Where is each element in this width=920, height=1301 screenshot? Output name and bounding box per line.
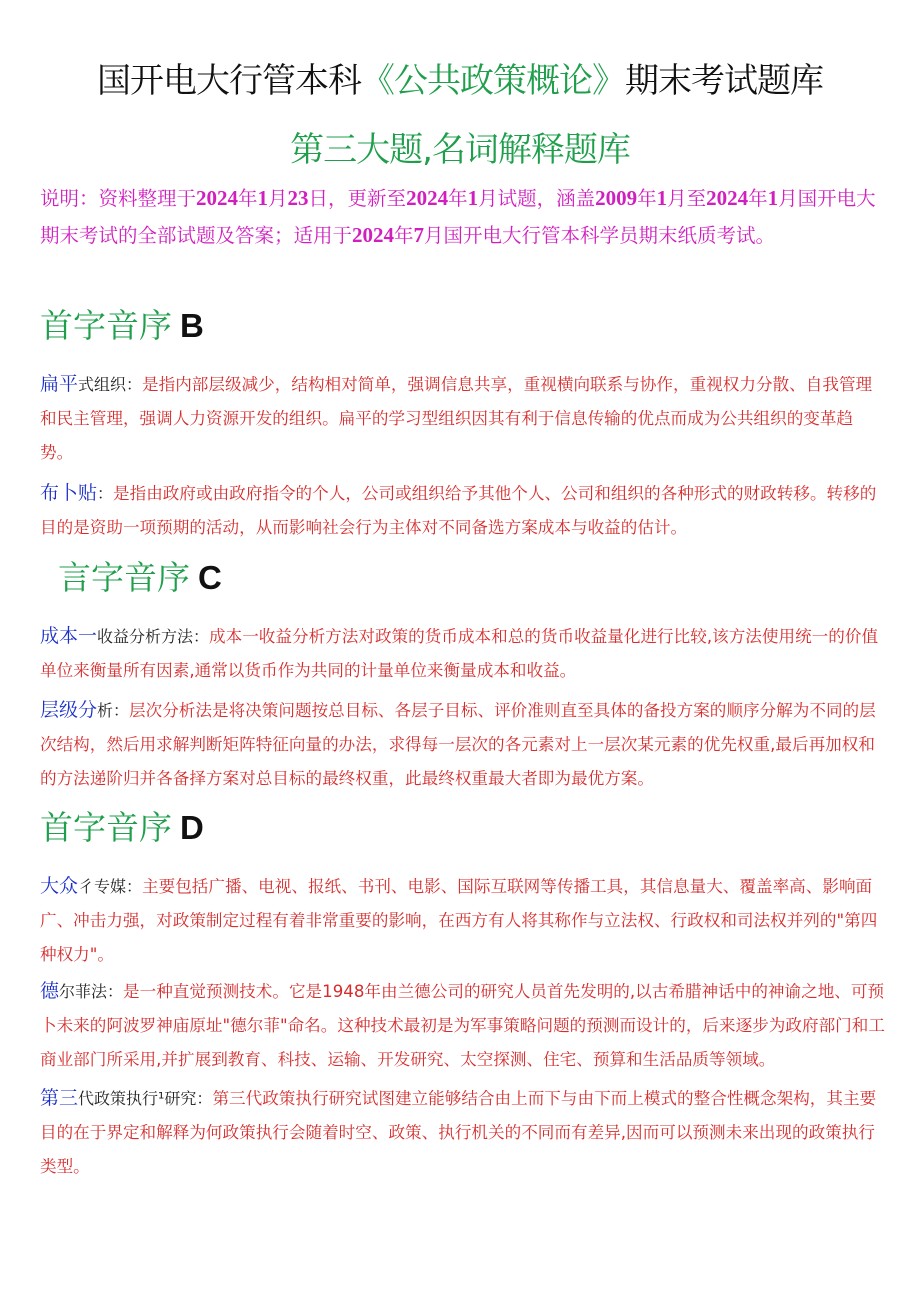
entry-term: 彳专媒： [78,877,143,896]
entry-definition: 成本一收益分析方法对政策的货币成本和总的货币收益量化进行比较,该方法使用统一的价值单位来衡量所有因素,通常以货币作为共同的计量单位来衡量成本和收益。 [40,627,879,680]
description-note: 说明：资料整理于2024年1月23日，更新至2024年1月试题，涵盖2009年1月至2024年1月国开电大期末考试的全部试题及答案；适用于2024年7月国开电大行管本科学员期末纸质考试。 [40,186,876,247]
title-course-name: 《公共政策概论》 [361,61,625,101]
title-part-3: 期末考试题库 [625,61,823,101]
section-heading-c [58,556,222,600]
glossary-entry [40,974,885,1077]
entry-term: ： [97,484,114,503]
section-letter: D [180,809,204,846]
section-heading-b [40,304,204,348]
glossary-entry [40,367,885,470]
entry-definition: 是一种直觉预测技术。它是1948年由兰德公司的研究人员首先发明的,以古希腊神话中的神谕之地、可预卜未来的阿波罗神庙原址"德尔菲"命名。这种技术最初是为军事策略问题的预测而设计的，后来逐步为政府部门和工商业部门所采用,并扩展到教育、科技、运输、开发研究、太空探测、住宅、预算和生活品质等领域。 [40,982,885,1069]
glossary-entry [40,1081,885,1184]
section-letter: B [180,307,204,344]
entry-term-highlight: 扁平 [40,373,79,395]
glossary-entry [40,693,885,796]
entry-term-highlight: 成本一 [40,625,98,647]
entry-term: 尔菲法： [59,982,124,1001]
entry-definition: 第三代政策执行研究试图建立能够结合由上而下与由下而上模式的整合性概念架构，其主要目的在于界定和解释为何政策执行会随着时空、政策、执行机关的不同而有差异,因而可以预测未来出现的政策执行类型。 [40,1089,877,1176]
entry-term: 式组织： [78,375,143,394]
entry-definition: 是指内部层级减少，结构相对简单，强调信息共享，重视横向联系与协作，重视权力分散、自我管理和民主管理，强调人力资源开发的组织。扁平的学习型组织因其有利于信息传输的优点而成为公共组织的变革趋势。 [40,375,873,462]
section-heading-text: 首字音序 [40,808,172,847]
section-heading-text: 首字音序 [40,306,172,345]
section-heading-text: 言字音序 [58,558,190,597]
section-letter: C [198,559,222,596]
entry-term-highlight: 大众 [40,875,79,897]
glossary-entry [40,619,885,688]
entry-term: 析： [97,701,130,720]
glossary-entry [40,476,885,545]
title-part-1: 国开电大行管本科 [97,61,361,101]
entry-definition: 是指由政府或由政府指令的个人，公司或组织给予其他个人、公司和组织的各种形式的财政转移。转移的目的是资助一项预期的活动，从而影响社会行为主体对不同备选方案成本与收益的估计。 [40,484,877,537]
entry-term: 收益分析方法： [97,627,210,646]
entry-term-highlight: 第三 [40,1087,79,1109]
entry-term-highlight: 德 [40,980,60,1002]
section-heading-d [40,806,204,850]
page-subtitle: 第三大题,名词解释题库 [290,130,630,170]
entry-definition: 主要包括广播、电视、报纸、书刊、电影、国际互联网等传播工具，其信息量大、覆盖率高、影响面广、冲击力强，对政策制定过程有着非常重要的影响，在西方有人将其称作与立法权、行政权和司法权并列的"第四种权力"。 [40,877,878,964]
entry-term-highlight: 层级分 [40,699,98,721]
entry-term: 代政策执行¹研究： [78,1089,213,1108]
entry-definition: 层次分析法是将决策问题按总目标、各层子目标、评价准则直至具体的备投方案的顺序分解为不同的层次结构，然后用求解判断矩阵特征向量的办法，求得每一层次的各元素对上一层次某元素的优先权重,最后再加权和的方法递阶归并各备择方案对总目标的最终权重，此最终权重最大者即为最优方案。 [40,701,876,788]
page-title [0,58,920,104]
entry-term-highlight: 布卜贴 [40,482,98,504]
glossary-entry [40,869,885,972]
